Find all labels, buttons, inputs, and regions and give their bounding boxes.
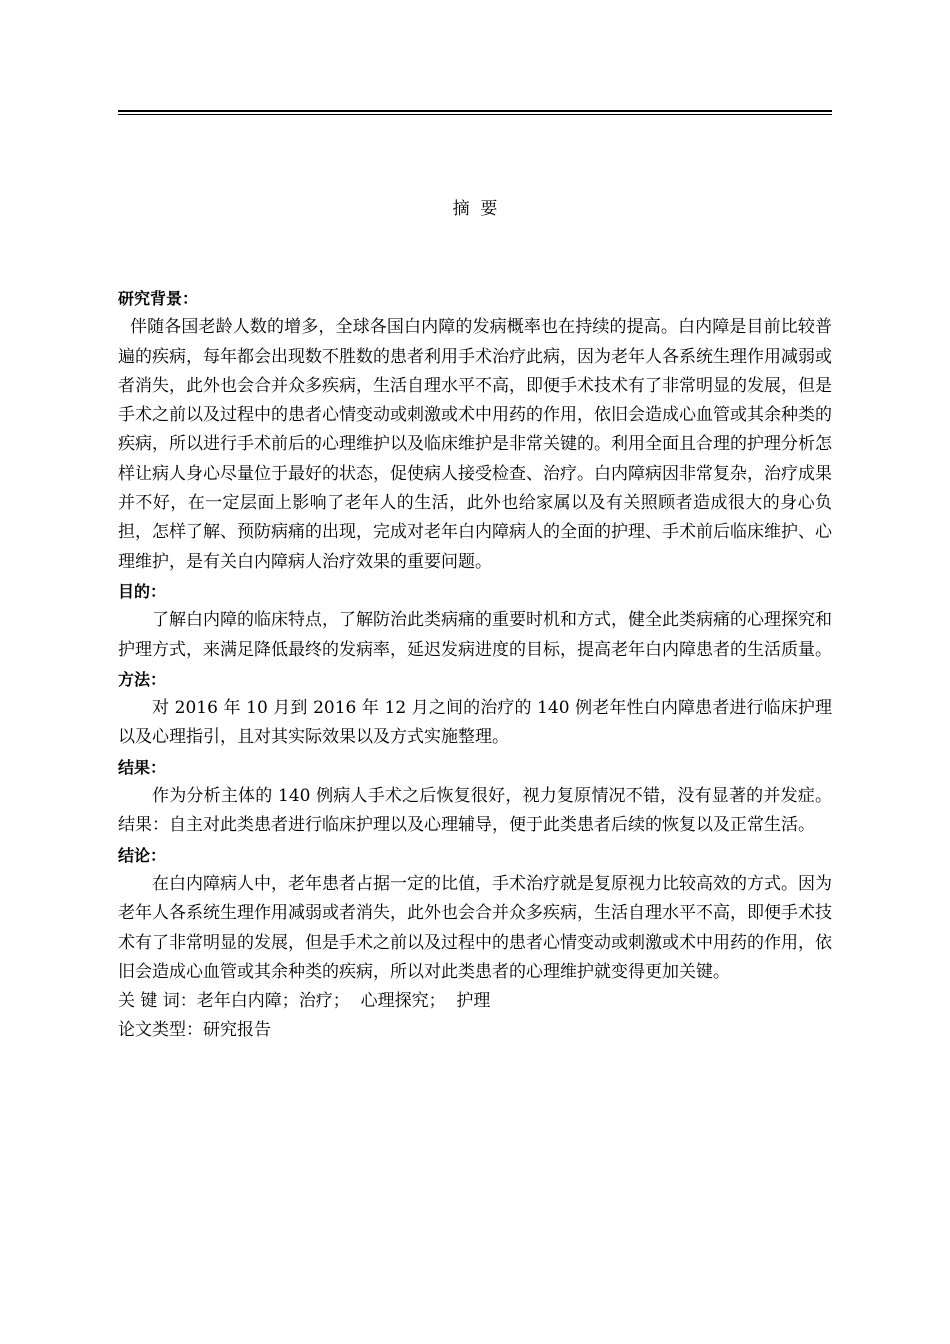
section-heading-background: 研究背景： [118, 289, 199, 308]
header-rule-thick [118, 110, 832, 112]
section-heading-results: 结果： [118, 757, 167, 777]
keywords-line: 关 键 词：老年白内障；治疗； 心理探究； 护理 [118, 991, 491, 1012]
paper-type-line: 论文类型：研究报告 [118, 1020, 271, 1041]
section-heading-method: 方法： [118, 669, 167, 689]
section-text-method: 对 2016 年 10 月到 2016 年 12 月之间的治疗的 140 例老年性白内障患者进行临床护理以及心理指引，且对其实际效果以及方式实施整理。 [118, 698, 832, 748]
header-rule-thin [118, 114, 832, 115]
section-text-conclusion: 在白内障病人中，老年患者占据一定的比值，手术治疗就是复原视力比较高效的方式。因为老年人各系统生理作用减弱或者消失，此外也会合并众多疾病，生活自理水平不高，即便手术技术有了非常明显的发展，但是手术之前以及过程中的患者心情变动或刺激或术中用药的作用，依旧会造成心血管或其余种类的疾病，所以对此类患者的心理维护就变得更加关键。 [118, 873, 832, 982]
abstract-title: 摘 要 [452, 199, 498, 219]
section-text-purpose: 了解白内障的临床特点，了解防治此类病痛的重要时机和方式，健全此类病痛的心理探究和护理方式，来满足降低最终的发病率，延迟发病进度的目标，提高老年白内障患者的生活质量。 [118, 610, 832, 660]
section-text-results: 作为分析主体的 140 例病人手术之后恢复很好，视力复原情况不错，没有显著的并发症。结果：自主对此类患者进行临床护理以及心理辅导，便于此类患者后续的恢复以及正常生活。 [118, 786, 832, 836]
header-rule [118, 110, 832, 115]
section-heading-purpose: 目的： [118, 581, 167, 601]
abstract-body [118, 284, 832, 1046]
section-heading-conclusion: 结论： [118, 845, 167, 865]
section-text-background: 伴随各国老龄人数的增多，全球各国白内障的发病概率也在持续的提高。白内障是目前比较普遍的疾病，每年都会出现数不胜数的患者利用手术治疗此病，因为老年人各系统生理作用减弱或者消失，此外也会合并众多疾病，生活自理水平不高，即便手术技术有了非常明显的发展，但是手术之前以及过程中的患者心情变动或刺激或术中用药的作用，依旧会造成心血管或其余种类的疾病，所以进行手术前后的心理维护以及临床维护是非常关键的。利用全面且合理的护理分析怎样让病人身心尽量位于最好的状态，促使病人接受检查、治疗。白内障病因非常复杂，治疗成果并不好，在一定层面上影响了老年人的生活，此外也给家属以及有关照顾者造成很大的身心负担，怎样了解、预防病痛的出现，完成对老年白内障病人的全面的护理、手术前后临床维护、心理维护，是有关白内障病人治疗效果的重要问题。 [118, 317, 832, 572]
